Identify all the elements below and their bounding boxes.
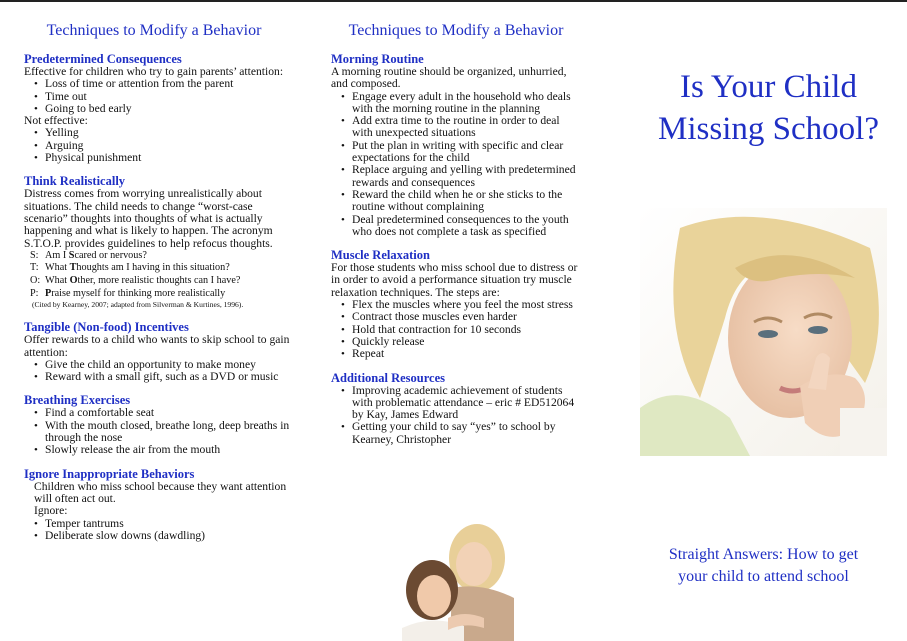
list-item: • Arguing [34,140,294,152]
worried-woman-illustration [640,208,887,456]
list-item: • Find a comfortable seat [34,407,294,419]
list-item: • Reward with a small gift, such as a DVD or music [34,371,294,383]
list-item: • Add extra time to the routine in order to deal with unexpected situations [341,115,581,140]
cover-panel [630,0,907,641]
panel-title: Techniques to Modify a Behavior [46,22,262,39]
list-item: • Contract those muscles even harder [341,311,581,323]
not-effective-list [34,127,294,164]
list-item: • Improving academic achievement of students with problematic attendance – eric # ED512064 by Kay, James Edward [341,385,581,422]
ignore-text: Children who miss school because they want attention will often act out. [34,479,287,505]
cover-subtitle-line1: Straight Answers: How to get [668,546,859,563]
list-item: • Yelling [34,127,294,139]
list-item: • With the mouth closed, breathe long, deep breaths in through the nose [34,420,294,445]
muscle-relaxation-text: For those students who miss school due to distress or in order to avoid a performance situation try muscle relaxation techniques. The steps are: [331,261,578,299]
incentives-list [34,359,294,384]
mother-daughter-illustration [392,518,514,641]
not-effective-label: Not effective: [24,114,88,128]
morning-routine-text: A morning routine should be organized, unhurried, and composed. [331,65,567,91]
list-item: • Engage every adult in the household who deals with the morning routine in the planning [341,91,581,116]
list-item: • Deliberate slow downs (dawdling) [34,530,294,542]
effective-list [34,78,294,115]
resources-list [341,385,581,446]
heading-tangible-incentives: Tangible (Non-food) Incentives [24,320,189,335]
muscle-relaxation-list [341,299,581,360]
heading-additional-resources: Additional Resources [331,370,446,385]
list-item: • Hold that contraction for 10 seconds [341,324,581,336]
heading-ignore-behaviors: Ignore Inappropriate Behaviors [24,466,195,481]
stop-row: S: Am I Scared or nervous? [30,249,147,261]
list-item: • Time out [34,91,294,103]
think-realistically-text: Distress comes from worrying unrealistically about situations. The child needs to change “worst-case scenario” thoughts into thoughts of what is actually happening and what is likely to happen. The acronym S.T.O.P. provides guidelines to help refocus thoughts. [24,187,273,250]
list-item: • Quickly release [341,336,581,348]
list-item: • Physical punishment [34,152,294,164]
incentives-text: Offer rewards to a child who wants to skip school to gain attention: [24,333,290,359]
list-item: • Loss of time or attention from the parent [34,78,294,90]
stop-row: O: What Other, more realistic thoughts can I have? [30,275,241,287]
cover-title [630,66,907,150]
list-item: • Temper tantrums [34,518,294,530]
stop-row: P: Praise myself for thinking more realistically [30,287,226,299]
mother-daughter-photo [392,518,514,641]
cover-title-line1: Is Your Child [680,69,857,105]
breathing-list [34,407,294,456]
heading-predetermined-consequences: Predetermined Consequences [24,52,182,66]
morning-routine-list [341,91,581,239]
heading-think-realistically: Think Realistically [24,174,126,189]
citation: (Cited by Kearney, 2007; adapted from Silverman & Kurtines, 1996). [32,300,244,310]
heading-breathing-exercises: Breathing Exercises [24,393,131,408]
stop-acronym-list [24,250,294,300]
middle-panel [331,0,581,641]
list-item: • Replace arguing and yelling with predetermined rewards and consequences [341,164,581,189]
panel-title: Techniques to Modify a Behavior [348,22,564,39]
cover-title-line2: Missing School? [658,111,879,147]
heading-morning-routine: Morning Routine [331,52,424,66]
heading-muscle-relaxation: Muscle Relaxation [331,248,430,263]
list-item: • Give the child an opportunity to make money [34,359,294,371]
ignore-label: Ignore: [34,504,68,518]
list-item: • Put the plan in writing with specific and clear expectations for the child [341,140,581,165]
cover-subtitle [630,544,897,588]
consequences-intro: Effective for children who try to gain parents’ attention: [24,65,284,78]
cover-subtitle-line2: your child to attend school [678,568,849,585]
list-item: • Getting your child to say “yes” to school by Kearney, Christopher [341,421,581,446]
list-item: • Repeat [341,348,581,360]
worried-woman-photo [640,208,887,456]
ignore-list [34,518,294,543]
list-item: • Slowly release the air from the mouth [34,444,294,456]
list-item: • Reward the child when he or she sticks to the routine without complaining [341,189,581,214]
list-item: • Deal predetermined consequences to the youth who does not complete a task as specified [341,214,581,239]
list-item: • Flex the muscles where you feel the most stress [341,299,581,311]
left-panel [24,0,294,641]
list-item: • Going to bed early [34,103,294,115]
stop-row: T: What Thoughts am I having in this situation? [30,262,230,274]
